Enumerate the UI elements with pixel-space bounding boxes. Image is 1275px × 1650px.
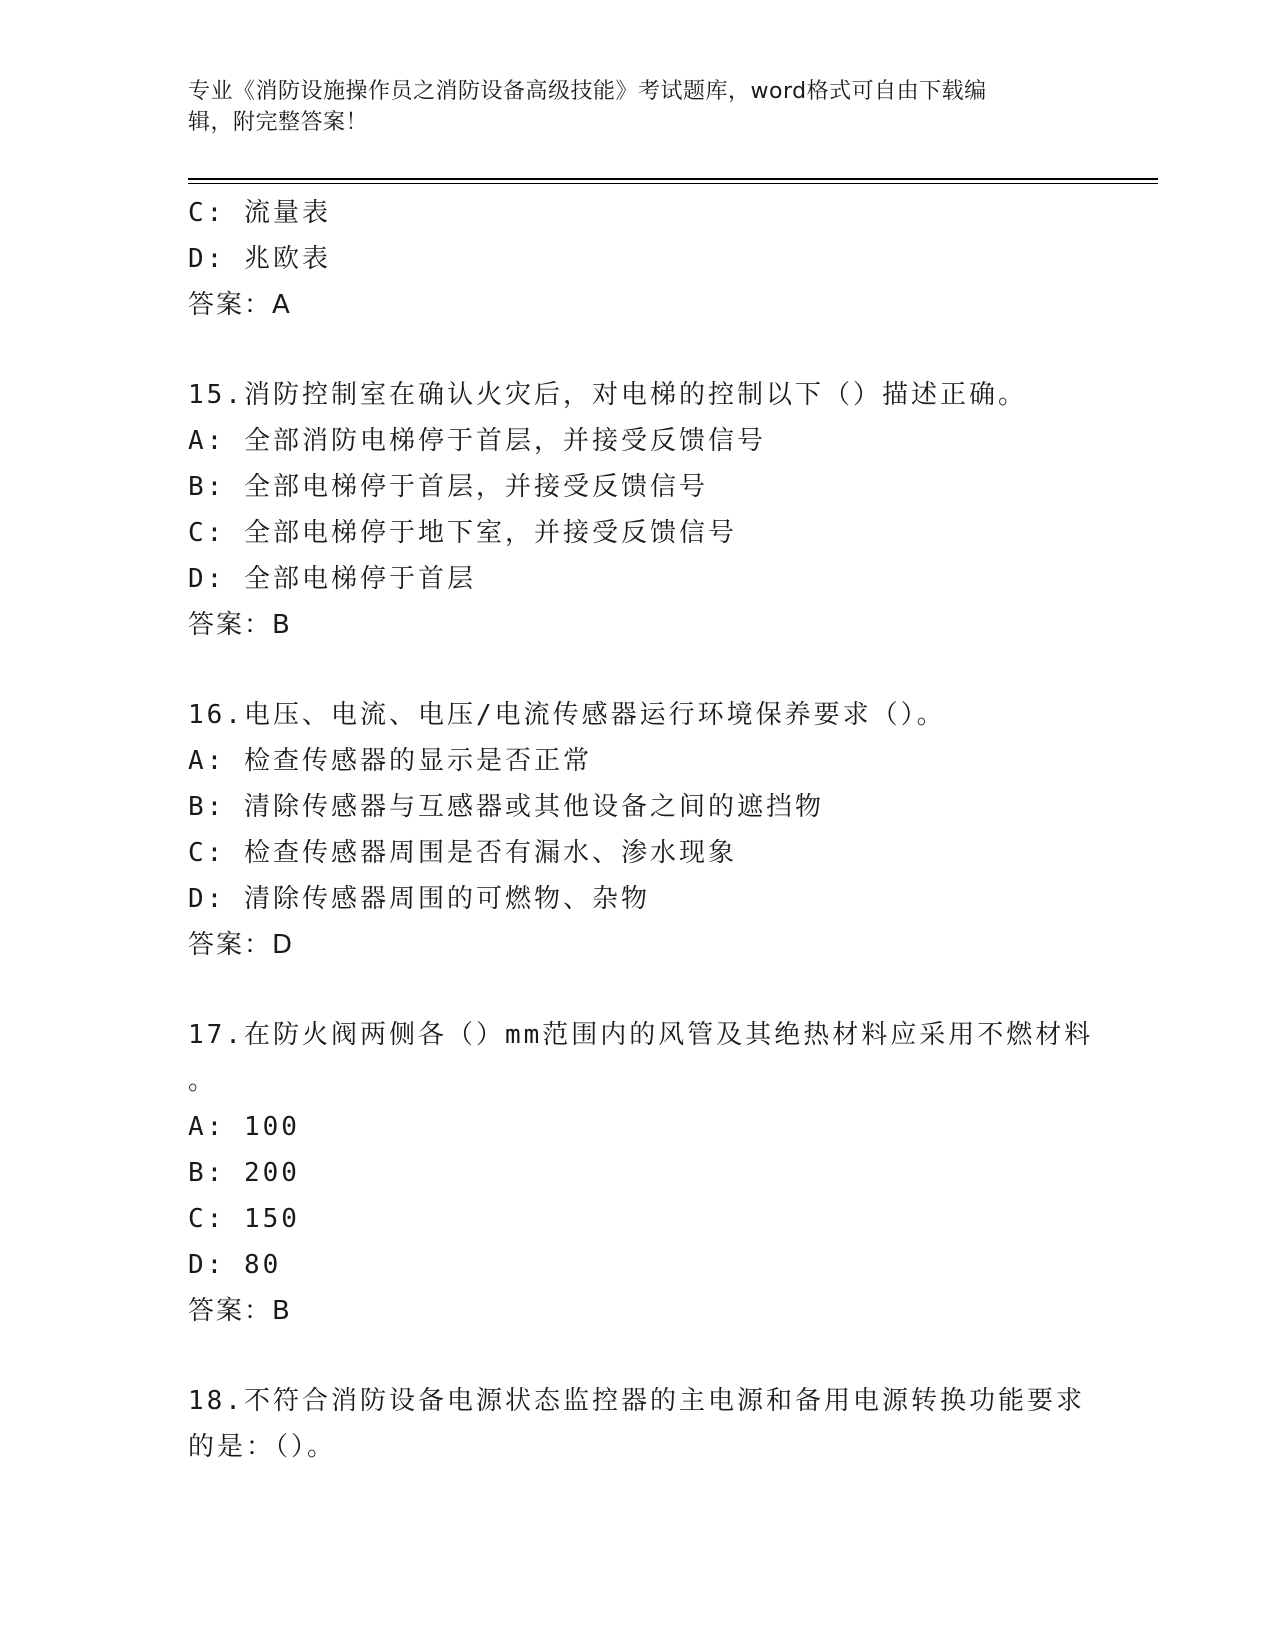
option-b: B: 全部电梯停于首层，并接受反馈信号 [188,472,708,502]
answer-label: 答案：A [188,290,292,320]
option-a: A: 检查传感器的显示是否正常 [188,746,592,776]
question-stem: 16.电压、电流、电压/电流传感器运行环境保养要求（）。 [188,700,946,730]
option-b: B: 清除传感器与互感器或其他设备之间的遮挡物 [188,792,824,822]
answer-label: 答案：B [188,1296,292,1326]
answer-label: 答案：B [188,610,292,640]
question-14-tail [188,190,1088,328]
question-stem-line-1: 17.在防火阀两侧各（）mm范围内的风管及其绝热材料应采用不燃材料 [188,1020,1094,1050]
option-d: D: 全部电梯停于首层 [188,564,476,594]
question-18 [188,1378,1088,1470]
spacer [188,648,1088,692]
option-d: D: 清除传感器周围的可燃物、杂物 [188,884,650,914]
question-stem: 15.消防控制室在确认火灾后，对电梯的控制以下（）描述正确。 [188,380,1027,410]
spacer [188,968,1088,1012]
header-line-1: 专业《消防设施操作员之消防设备高级技能》考试题库，word格式可自由下载编 [188,79,987,104]
question-17 [188,1012,1094,1334]
option-a: A: 100 [188,1112,300,1142]
header-line-2: 辑，附完整答案！ [188,110,369,135]
page-header [188,76,1068,138]
option-d: D: 80 [188,1250,282,1280]
option-c: C: 检查传感器周围是否有漏水、渗水现象 [188,838,737,868]
answer-label: 答案：D [188,930,295,960]
question-stem-line-1: 18.不符合消防设备电源状态监控器的主电源和备用电源转换功能要求 [188,1386,1085,1416]
option-b: B: 200 [188,1158,300,1188]
spacer [188,328,1088,372]
question-list [188,190,1094,1470]
option-d: D: 兆欧表 [188,244,331,274]
header-rule-thin [188,183,1158,184]
header-rule-thick [188,178,1158,180]
option-c: C: 全部电梯停于地下室，并接受反馈信号 [188,518,737,548]
spacer [188,1334,1088,1378]
question-stem-line-2: 的是：（）。 [188,1432,337,1462]
question-15 [188,372,1088,648]
option-c: C: 150 [188,1204,300,1234]
option-c: C: 流量表 [188,198,331,228]
question-stem-line-2: 。 [188,1066,218,1096]
option-a: A: 全部消防电梯停于首层，并接受反馈信号 [188,426,766,456]
question-16 [188,692,1088,968]
